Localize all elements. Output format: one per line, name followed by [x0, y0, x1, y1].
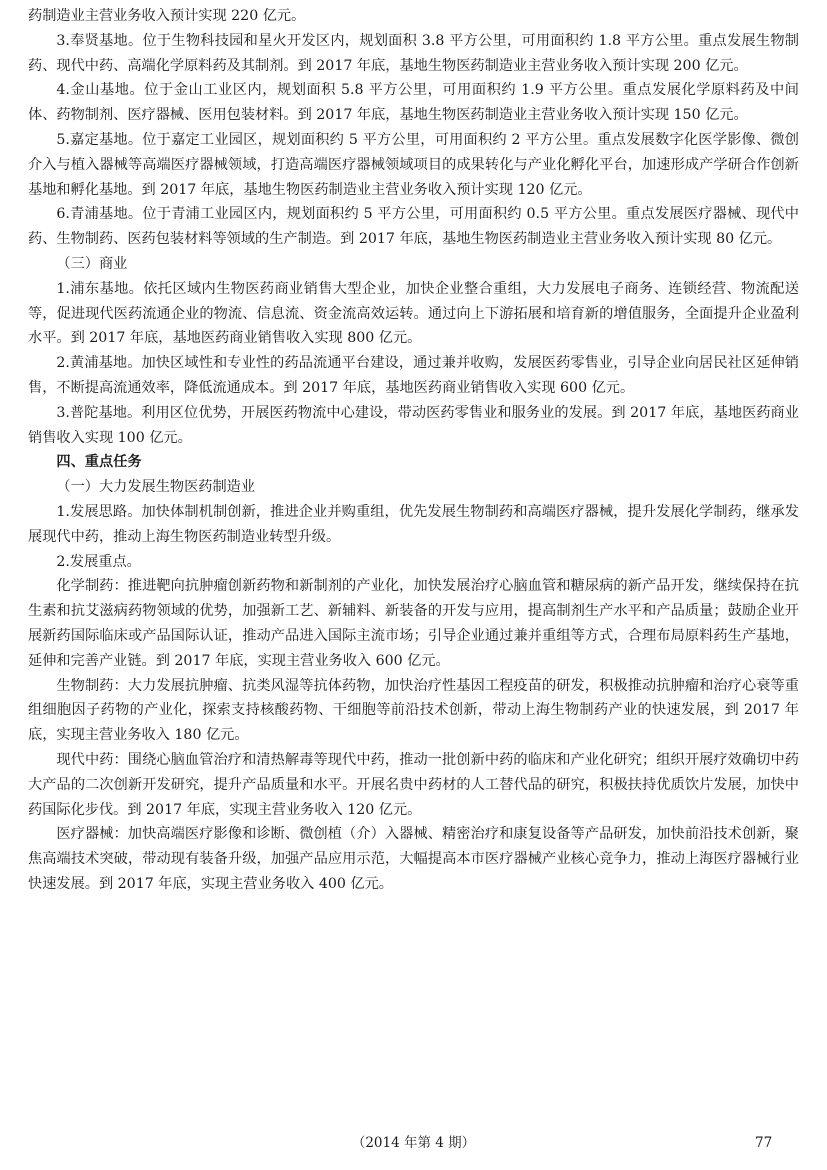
paragraph-medical-devices: 医疗器械：加快高端医疗影像和诊断、微创植（介）入器械、精密治疗和康复设备等产品研发，加快前沿技术创新，聚焦高端技术突破，带动现有装备升级，加强产品应用示范，大幅提高本市医疗器械产业核心竞争力，推动上海医疗器械行业快速发展。到 2017 年底，实现主营业务收入 400 亿元。 — [28, 826, 799, 892]
paragraph-modern-tcm: 现代中药：围绕心脑血管治疗和清热解毒等现代中药，推动一批创新中药的临床和产业化研究；组织开展疗效确切中药大产品的二次创新开发研究，提升产品质量和水平。开展名贵中药材的人工替代品的研究，积极扶持优质饮片发展，加快中药国际化步伐。到 2017 年底，实现主营业务收入 120 亿元。 — [28, 751, 799, 818]
paragraph-development-approach: 1.发展思路。加快体制机制创新，推进企业并购重组，优先发展生物制药和高端医疗器械，提升发展化学制药，继承发展现代中药，推动上海生物医药制造业转型升级。 — [28, 503, 799, 545]
section-heading-key-tasks: 四、重点任务 — [56, 454, 142, 471]
paragraph-jiading-base: 5.嘉定基地。位于嘉定工业园区，规划面积约 5 平方公里，可用面积约 2 平方公里。重点发展数字化医学影像、微创介入与植入器械等高端医疗器械领域，打造高端医疗器械领域项目的成果转化与产业化孵化平台，加速形成产学研合作创新基地和孵化基地。到 2017 年底，基地生物医药制造业主营业务收入预计实现 120 亿元。 — [28, 131, 799, 198]
section-heading-commerce: （三）商业 — [56, 255, 128, 272]
section-heading-manufacturing: （一）大力发展生物医药制造业 — [56, 479, 256, 496]
paragraph-qingpu-base: 6.青浦基地。位于青浦工业园区内，规划面积约 5 平方公里，可用面积约 0.5 平方公里。重点发展医疗器械、现代中药、生物制药、医药包装材料等领域的生产制造。到 2017 年底，基地生物医药制造业主营业务收入预计实现 80 亿元。 — [28, 206, 799, 248]
paragraph-jinshan-base: 4.金山基地。位于金山工业区内，规划面积 5.8 平方公里，可用面积约 1.9 平方公里。重点发展化学原料药及中间体、药物制剂、医疗器械、医用包装材料。到 2017 年底，基地生物医药制造业主营业务收入预计实现 150 亿元。 — [28, 82, 799, 124]
paragraph-fengxian-base: 3.奉贤基地。位于生物科技园和星火开发区内，规划面积 3.8 平方公里，可用面积约 1.8 平方公里。重点发展生物制药、现代中药、高端化学原料药及其制剂。到 2017 年底，基地生物医药制造业主营业务收入预计实现 200 亿元。 — [28, 32, 799, 74]
document-body — [28, 4, 799, 897]
paragraph-development-focus: 2.发展重点。 — [56, 553, 141, 570]
page-footer — [0, 1131, 827, 1155]
paragraph-chemical-pharma: 化学制药：推进靶向抗肿瘤创新药物和新制剂的产业化，加快发展治疗心脑血管和糖尿病的新产品开发，继续保持在抗生素和抗艾滋病药物领域的优势，加强新工艺、新辅料、新装备的开发与应用，提高制剂生产水平和产品质量；鼓励企业开展新药国际临床或产品国际认证，推动产品进入国际主流市场；引导企业通过兼并重组等方式，合理布局原料药生产基地，延伸和完善产业链。到 2017 年底，实现主营业务收入 600 亿元。 — [28, 578, 799, 669]
paragraph-putuo-base: 3.普陀基地。利用区位优势，开展医药物流中心建设，带动医药零售业和服务业的发展。到 2017 年底，基地医药商业销售收入实现 100 亿元。 — [28, 404, 799, 446]
paragraph-bio-pharma: 生物制药：大力发展抗肿瘤、抗类风湿等抗体药物，加快治疗性基因工程疫苗的研发，积极推动抗肿瘤和治疗心衰等重组细胞因子药物的产业化，探索支持核酸药物、干细胞等前沿技术创新，带动上海生物制药产业的快速发展，到 2017 年底，实现主营业务收入 180 亿元。 — [28, 677, 799, 744]
paragraph-pudong-base: 1.浦东基地。依托区域内生物医药商业销售大型企业，加快企业整合重组，大力发展电子商务、连锁经营、物流配送等，促进现代医药流通企业的物流、信息流、资金流高效运转。通过向上下游拓展和培育新的增值服务，全面提升企业盈利水平。到 2017 年底，基地医药商业销售收入实现 800 亿元。 — [28, 280, 799, 347]
paragraph-continuation: 药制造业主营业务收入预计实现 220 亿元。 — [28, 8, 306, 24]
page-number: 77 — [755, 1135, 773, 1151]
paragraph-huangpu-base: 2.黄浦基地。加快区域性和专业性的药品流通平台建设，通过兼并收购，发展医药零售业，引导企业向居民社区延伸销售，不断提高流通效率，降低流通成本。到 2017 年底，基地医药商业销售收入实现 600 亿元。 — [28, 355, 799, 396]
issue-label: （2014 年第 4 期） — [351, 1135, 476, 1151]
